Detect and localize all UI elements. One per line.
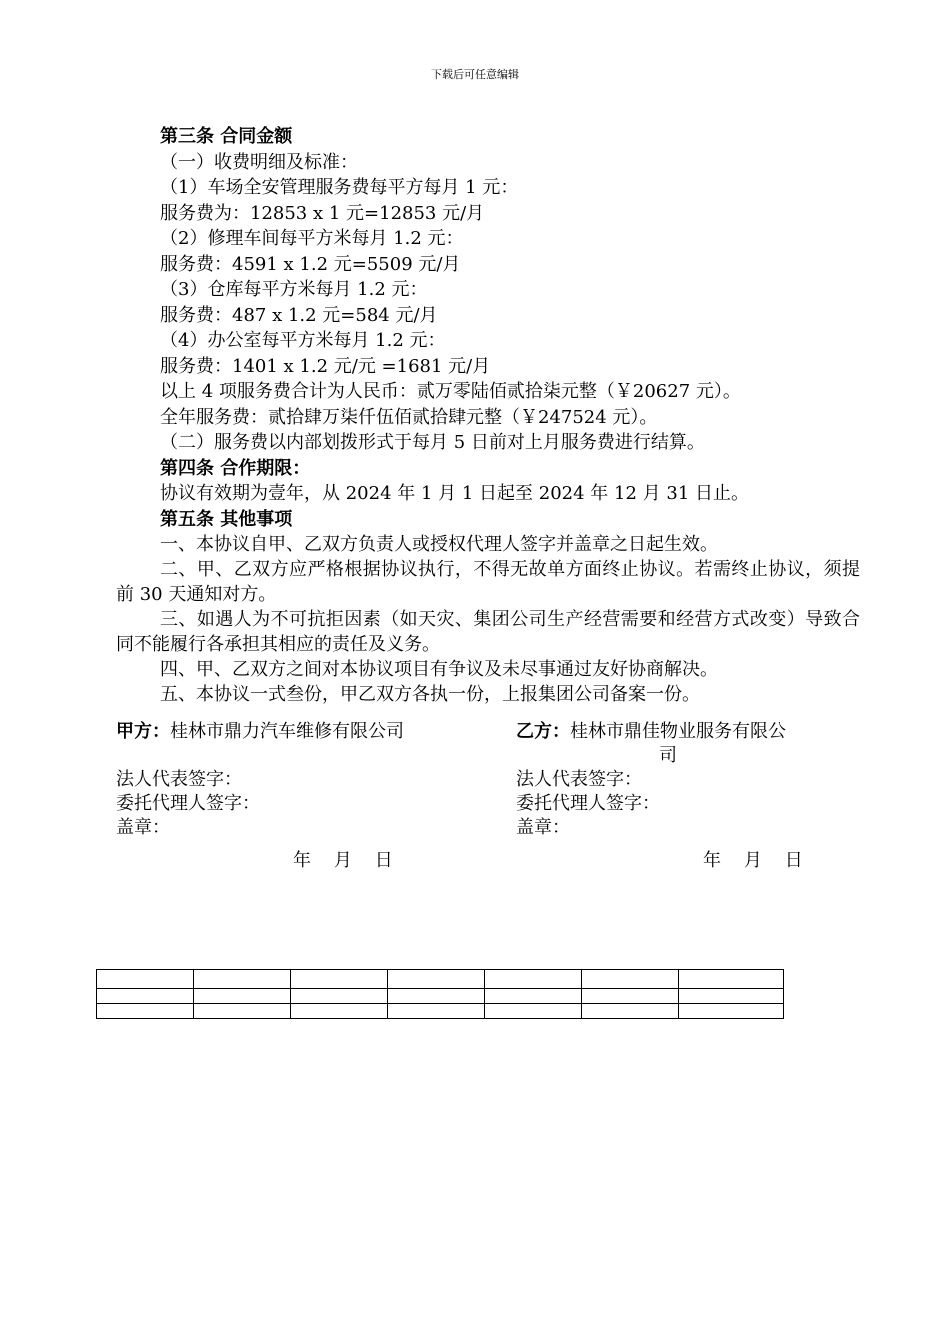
table-cell <box>388 989 485 1004</box>
table-cell <box>291 970 388 989</box>
article3-line: 服务费：4591 x 1.2 元=5509 元/月 <box>160 253 461 275</box>
party-b-date: 年 月 日 <box>703 850 803 871</box>
article3-line: 服务费：1401 x 1.2 元/元 =1681 元/月 <box>160 355 491 377</box>
table-cell <box>388 970 485 989</box>
table-cell <box>97 989 194 1004</box>
article3-line: （2）修理车间每平方米每月 1.2 元： <box>160 228 464 249</box>
party-a-date: 年 月 日 <box>293 850 393 871</box>
party-a-legal-rep: 法人代表签字： <box>116 769 242 790</box>
contract-body <box>116 124 860 707</box>
table-cell <box>485 970 582 989</box>
table-cell <box>194 1004 291 1019</box>
party-b-name-cont: 司 <box>659 745 677 766</box>
table-cell <box>679 970 784 989</box>
article4-title: 第四条 合作期限： <box>160 457 311 479</box>
table-cell <box>291 1004 388 1019</box>
table-cell <box>582 989 679 1004</box>
table-cell <box>194 970 291 989</box>
table-cell <box>97 1004 194 1019</box>
party-a-agent: 委托代理人签字： <box>116 793 260 814</box>
party-b-block <box>516 720 866 840</box>
article5-item: 一、本协议自甲、乙双方负责人或授权代理人签字并盖章之日起生效。 <box>160 534 718 555</box>
table-cell <box>679 989 784 1004</box>
party-a-seal: 盖章： <box>116 817 170 838</box>
article3-title: 第三条 合同金额 <box>160 126 293 147</box>
article5-item: 二、甲、乙双方应严格根据协议执行，不得无故单方面终止协议。若需终止协议，须提前 30 天通知对方。 <box>116 559 860 605</box>
table-cell <box>485 1004 582 1019</box>
table-cell <box>485 989 582 1004</box>
party-a-name: 桂林市鼎力汽车维修有限公司 <box>170 721 404 742</box>
party-a-label: 甲方： <box>116 721 170 742</box>
table-cell <box>679 1004 784 1019</box>
article5-title: 第五条 其他事项 <box>160 508 293 530</box>
article3-line: （一）收费明细及标准： <box>160 151 358 173</box>
party-b-agent: 委托代理人签字： <box>516 793 660 814</box>
article5-item: 四、甲、乙双方之间对本协议项目有争议及未尽事通过友好协商解决。 <box>160 659 718 680</box>
article3-line: （3）仓库每平方米每月 1.2 元： <box>160 279 428 300</box>
table-cell <box>582 1004 679 1019</box>
table-cell <box>97 970 194 989</box>
blank-table <box>96 969 784 1019</box>
article3-line: （4）办公室每平方米每月 1.2 元： <box>160 330 446 351</box>
party-b-name: 桂林市鼎佳物业服务有限公 <box>570 721 786 742</box>
article5-item: 三、如遇人为不可抗拒因素（如天灾、集团公司生产经营需要和经营方式改变）导致合同不能履行各承担其相应的责任及义务。 <box>116 609 860 655</box>
article5-item: 五、本协议一式叁份，甲乙双方各执一份，上报集团公司备案一份。 <box>160 684 700 705</box>
table-cell <box>291 989 388 1004</box>
table-row <box>97 970 784 989</box>
article3-total: 以上 4 项服务费合计为人民币：贰万零陆佰贰拾柒元整（￥20627 元）。 <box>160 381 741 402</box>
table-row <box>97 1004 784 1019</box>
table-cell <box>388 1004 485 1019</box>
page-header-note: 下载后可任意编辑 <box>431 68 519 81</box>
article3-line: 服务费为：12853 x 1 元=12853 元/月 <box>160 202 485 224</box>
party-b-label: 乙方： <box>516 721 570 742</box>
article3-settlement: （二）服务费以内部划拨形式于每月 5 日前对上月服务费进行结算。 <box>160 432 705 453</box>
party-b-legal-rep: 法人代表签字： <box>516 769 642 790</box>
table-cell <box>582 970 679 989</box>
article3-annual: 全年服务费：贰拾肆万柒仟伍佰贰拾肆元整（￥247524 元）。 <box>160 406 658 428</box>
article3-line: （1）车场全安管理服务费每平方每月 1 元： <box>160 177 519 198</box>
article3-line: 服务费：487 x 1.2 元=584 元/月 <box>160 304 438 326</box>
article4-term: 协议有效期为壹年，从 2024 年 1 月 1 日起至 2024 年 12 月 31 日止。 <box>160 483 749 504</box>
table-row <box>97 989 784 1004</box>
party-b-seal: 盖章： <box>516 817 570 838</box>
party-a-block <box>116 720 496 840</box>
table-cell <box>194 989 291 1004</box>
